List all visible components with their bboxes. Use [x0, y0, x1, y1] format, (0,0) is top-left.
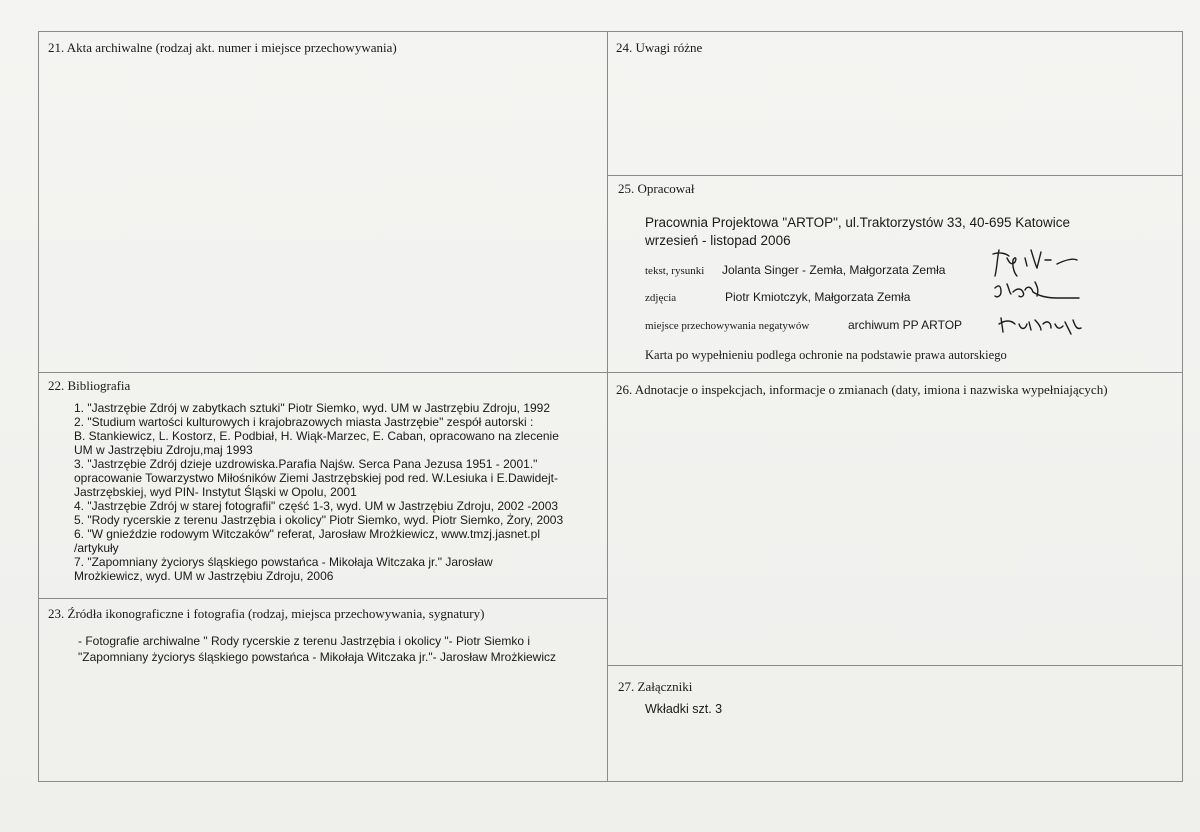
negatives-value: archiwum PP ARTOP [848, 318, 963, 332]
section-24-title: 24. Uwagi różne [616, 40, 703, 55]
text-drawings-label: tekst, rysunki [645, 265, 705, 277]
section-27-title: 27. Załączniki [618, 679, 693, 694]
copyright-note: Karta po wypełnieniu podlega ochronie na podstawie prawa autorskiego [645, 348, 1007, 362]
bibliography-line: 5. "Rody rycerskie z terenu Jastrzębia i okolicy" Piotr Siemko, wyd. Piotr Siemko, Żory, 2003 [74, 513, 564, 527]
bibliography-line: 2. "Studium wartości kulturowych i krajobrazowych miasta Jastrzębie" zespół autorski : [74, 415, 534, 429]
bibliography-line: /artykuły [74, 541, 119, 555]
handwritten-signatures-icon [985, 240, 1095, 340]
photos-value: Piotr Kmiotczyk, Małgorzata Zemła [725, 290, 911, 304]
bibliography-line: Jastrzębskiej, wyd PIN- Instytut Śląski w Opolu, 2001 [74, 485, 357, 499]
bibliography-line: 1. "Jastrzębie Zdrój w zabytkach sztuki" Piotr Siemko, wyd. UM w Jastrzębiu Zdroju, 1992 [74, 401, 551, 415]
divider-22-23 [38, 598, 607, 599]
divider-24-25 [607, 175, 1183, 176]
bibliography-line: 4. "Jastrzębie Zdrój w starej fotografii" część 1-3, wyd. UM w Jastrzębiu Zdroju, 2002 -2003 [74, 499, 559, 513]
section-25-title: 25. Opracował [618, 181, 695, 196]
section-23-title: 23. Źródła ikonograficzne i fotografia (rodzaj, miejsca przechowywania, sygnatury) [48, 606, 485, 621]
section-21-title: 21. Akta archiwalne (rodzaj akt. numer i miejsce przechowywania) [48, 40, 397, 55]
photos-label: zdjęcia [645, 292, 677, 304]
bibliography-line: 6. "W gnieździe rodowym Witczaków" referat, Jarosław Mrożkiewicz, www.tmzj.jasnet.pl [74, 527, 540, 541]
center-divider [607, 31, 608, 782]
bibliography-line: UM w Jastrzębiu Zdroju,maj 1993 [74, 443, 253, 457]
attachments-value: Wkładki szt. 3 [645, 702, 723, 716]
text-drawings-value: Jolanta Singer - Zemła, Małgorzata Zemła [722, 263, 946, 277]
bibliography-line: B. Stankiewicz, L. Kostorz, E. Podbiał, H. Wiąk-Marzec, E. Caban, opracowano na zlecenie [74, 429, 559, 443]
bibliography-line: 7. "Zapomniany życiorys śląskiego powstańca - Mikołaja Witczaka jr." Jarosław [74, 555, 493, 569]
divider-26-27 [607, 665, 1183, 666]
negatives-label: miejsce przechowywania negatywów [645, 320, 810, 332]
section-25-date: wrzesień - listopad 2006 [645, 233, 791, 248]
section-22-title: 22. Bibliografia [48, 378, 131, 393]
bibliography-line: opracowanie Towarzystwo Miłośników Ziemi Jastrzębskiej pod red. W.Lesiuka i E.Dawidejt- [74, 471, 558, 485]
bibliography-line: 3. "Jastrzębie Zdrój dzieje uzdrowiska.Parafia Najśw. Serca Pana Jezusa 1951 - 2001." [74, 457, 538, 471]
divider-mid [38, 372, 1183, 373]
section-25-address: Pracownia Projektowa "ARTOP", ul.Traktorzystów 33, 40-695 Katowice [645, 215, 1071, 230]
iconography-line-1: - Fotografie archiwalne " Rody rycerskie z terenu Jastrzębia i okolicy "- Piotr Siemko i [78, 634, 531, 648]
section-26-title: 26. Adnotacje o inspekcjach, informacje o zmianach (daty, imiona i nazwiska wypełniających) [616, 382, 1108, 397]
bibliography-line: Mrożkiewicz, wyd. UM w Jastrzębiu Zdroju, 2006 [74, 569, 334, 583]
iconography-line-2: "Zapomniany życiorys śląskiego powstańca - Mikołaja Witczaka jr."- Jarosław Mrożkiewicz [78, 650, 556, 664]
bibliography-list [74, 401, 604, 583]
